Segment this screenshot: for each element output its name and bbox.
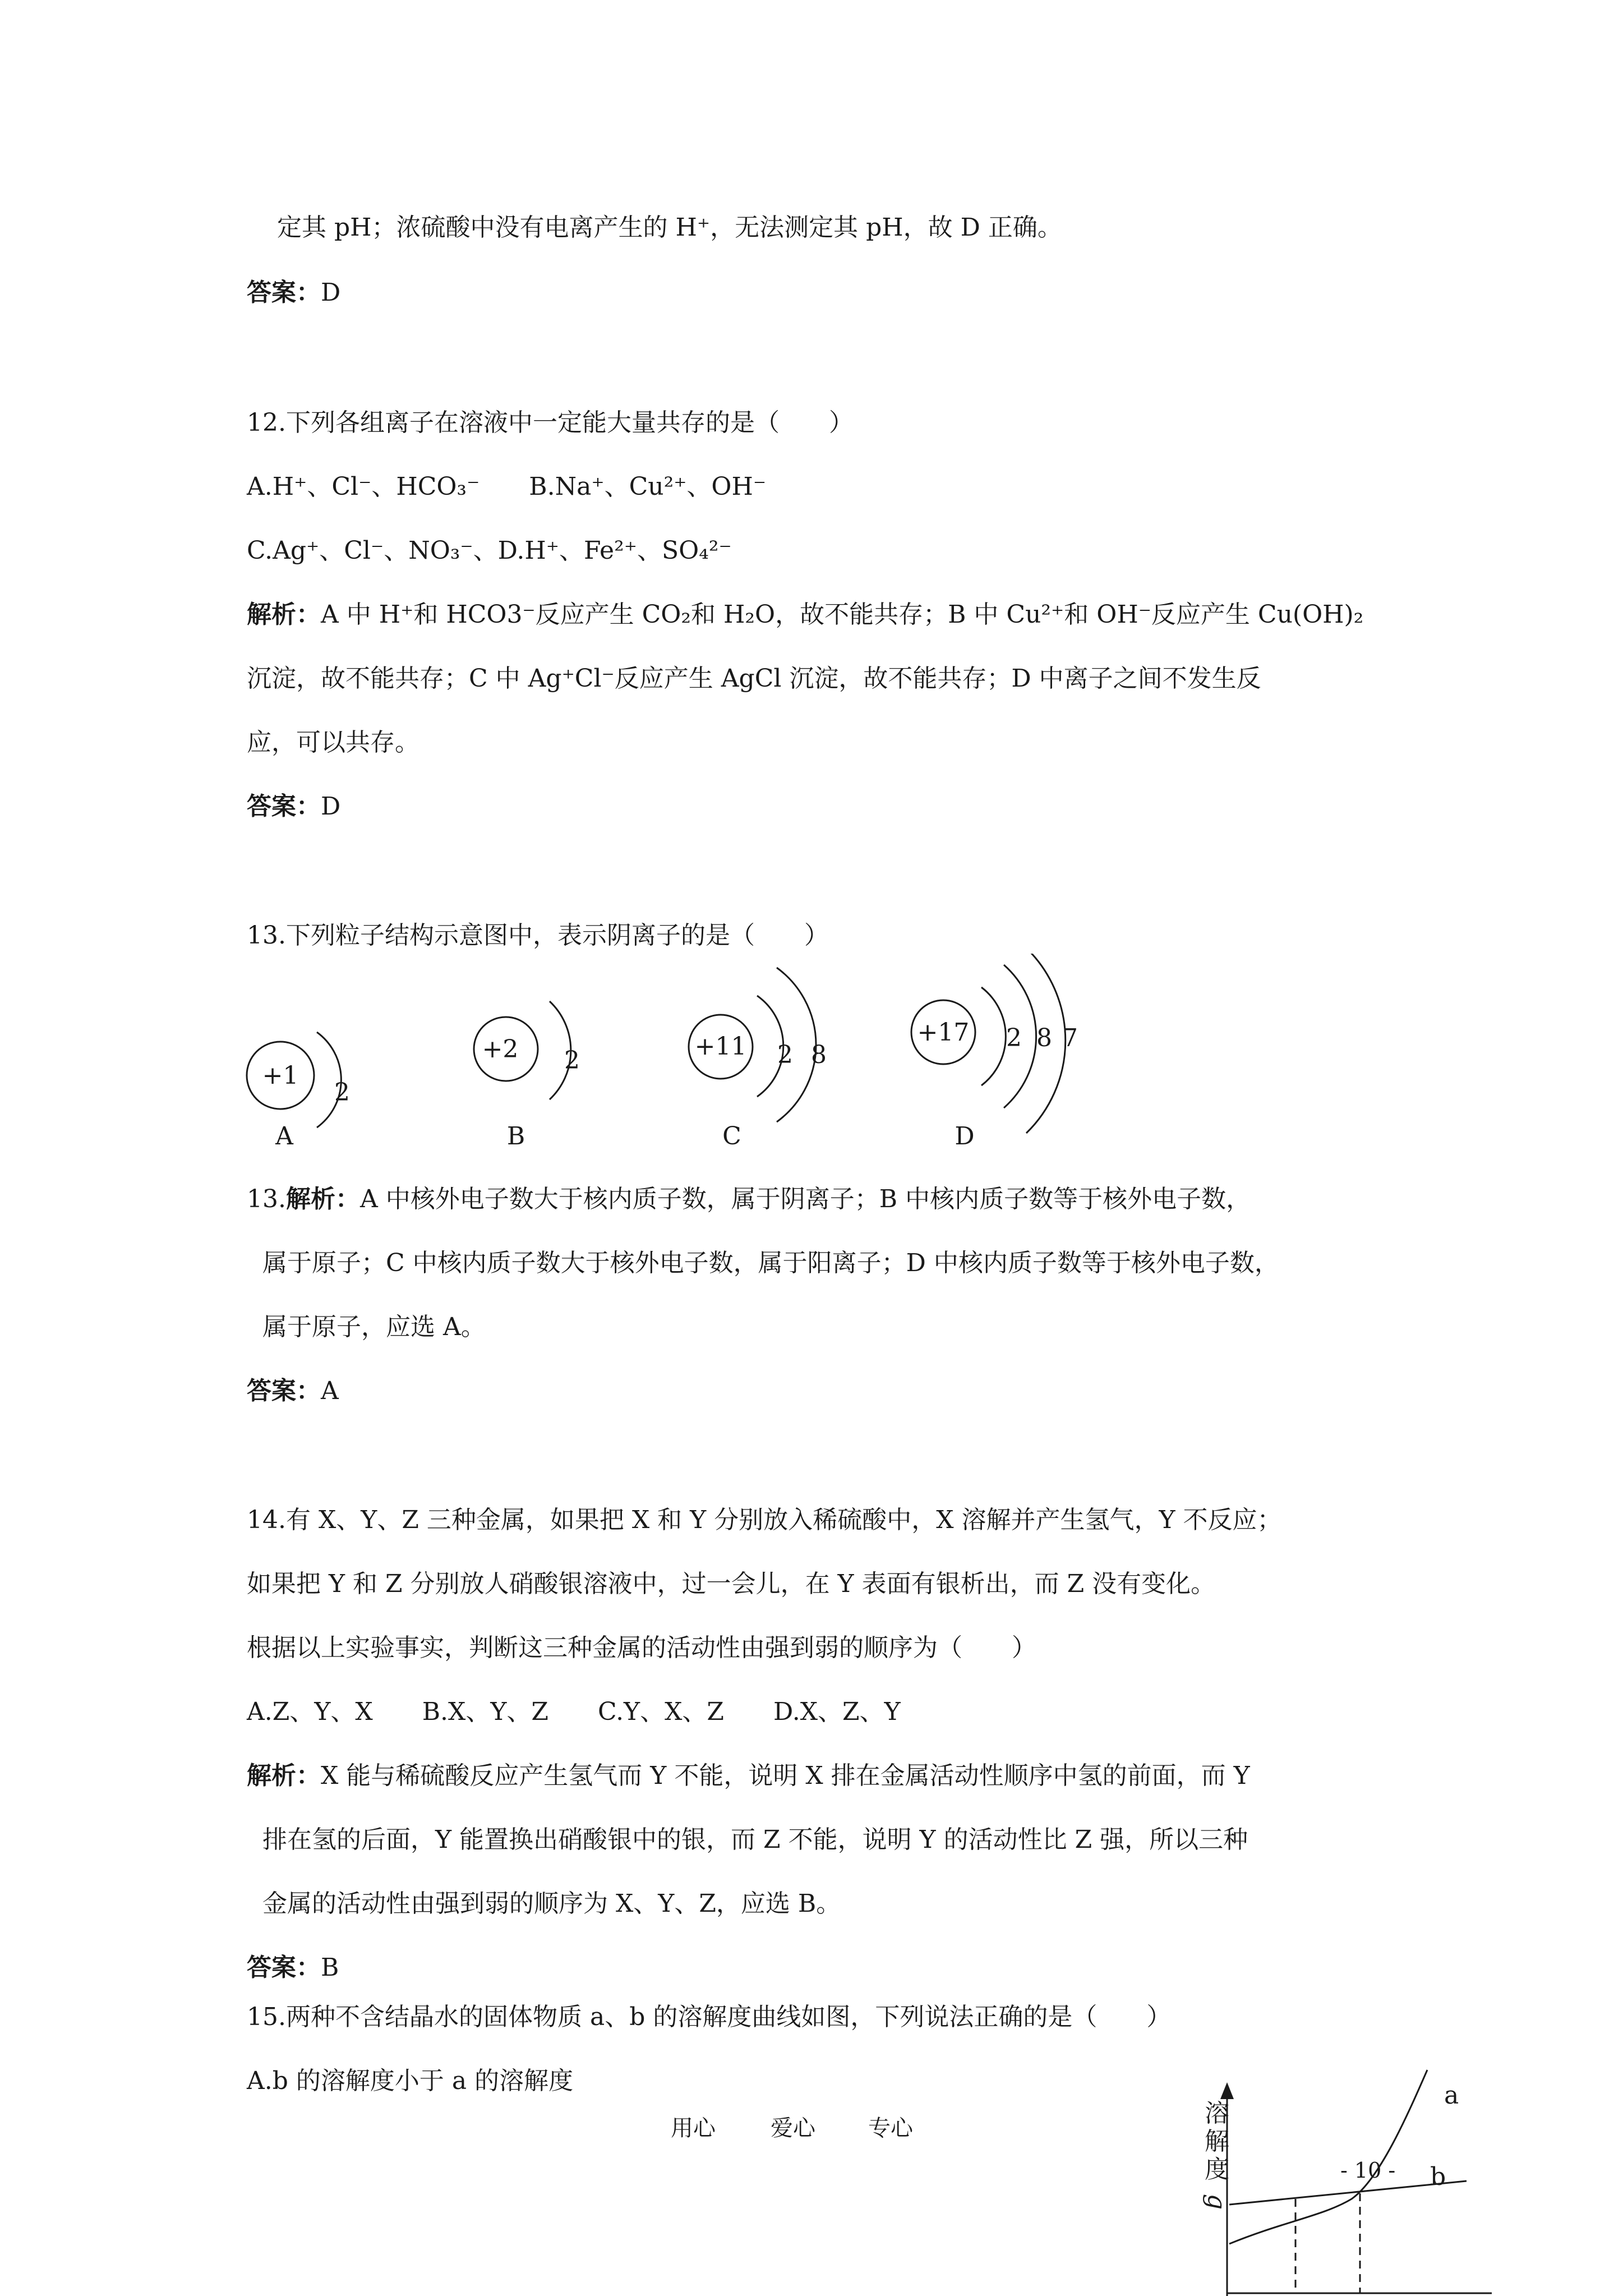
explanation-label: 解析：: [247, 600, 321, 629]
atom-letter-b: B: [506, 1122, 525, 1151]
explanation-text: X 能与稀硫酸反应产生氢气而 Y 不能，说明 X 排在金属活动性顺序中氢的前面，而 Y: [321, 1761, 1250, 1790]
shell-electrons-c2: 8: [811, 1041, 827, 1069]
footer-word-3: 专心: [868, 2115, 913, 2141]
electron-shell-d1: [981, 987, 1006, 1085]
question-14-explanation-3: 金属的活动性由强到弱的顺序为 X、Y、Z，应选 B。: [262, 1889, 841, 1918]
answer-label: 答案：: [247, 792, 321, 821]
intersection-label: - 10 -: [1340, 2158, 1396, 2183]
shell-electrons-d2: 8: [1036, 1024, 1052, 1052]
answer-label: 答案：: [247, 1953, 321, 1982]
answer-value: A: [321, 1377, 339, 1405]
question-14-line-3: 根据以上实验事实，判断这三种金属的活动性由强到弱的顺序为（ ）: [247, 1634, 1036, 1662]
question-13: 13.下列粒子结构示意图中，表示阴离子的是（ ）: [247, 921, 829, 950]
answer-14: [247, 1952, 339, 1984]
atom-letter-d: D: [955, 1122, 975, 1151]
answer-11: [247, 277, 340, 309]
nucleus-charge-c: +11: [694, 1032, 747, 1061]
question-12-explanation-3: 应，可以共存。: [247, 728, 419, 757]
answer-value: B: [321, 1953, 339, 1982]
y-label-char-1: 溶: [1205, 2099, 1229, 2128]
question-14-line-2: 如果把 Y 和 Z 分别放人硝酸银溶液中，过一会儿，在 Y 表面有银析出，而 Z 没有变化。: [247, 1570, 1216, 1598]
curve-b-label: b: [1430, 2162, 1446, 2191]
text-line: 定其 pH；浓硫酸中没有电离产生的 H⁺，无法测定其 pH，故 D 正确。: [277, 213, 1062, 242]
y-axis-arrow: [1220, 2082, 1234, 2099]
curve-a: [1229, 2070, 1427, 2244]
question-14-options: A.Z、Y、X B.X、Y、Z C.Y、X、Z D.X、Z、Y: [247, 1697, 901, 1726]
shell-electrons-b1: 2: [564, 1046, 580, 1075]
atom-structure-diagrams: [224, 954, 1122, 1156]
y-label-char-3: 度: [1205, 2155, 1229, 2184]
question-13-explanation-2: 属于原子；C 中核内质子数大于核外电子数，属于阳离子；D 中核内质子数等于核外电子数，: [262, 1249, 1279, 1277]
question-12-explanation-2: 沉淀，故不能共存；C 中 Ag⁺Cl⁻反应产生 AgCl 沉淀，故不能共存；D 中离子之间不发生反: [247, 664, 1261, 693]
solubility-graph: [1178, 2053, 1492, 2296]
answer-value: D: [321, 278, 341, 307]
question-12: 12.下列各组离子在溶液中一定能大量共存的是（ ）: [247, 408, 854, 437]
answer-12: [247, 791, 340, 822]
curve-a-label: a: [1444, 2081, 1459, 2110]
footer-word-2: 爱心: [771, 2115, 815, 2141]
explanation-text: A 中核外电子数大于核内质子数，属于阴离子；B 中核内质子数等于核外电子数，: [359, 1185, 1251, 1213]
answer-13: [247, 1375, 339, 1407]
question-14-line-1: 14.有 X、Y、Z 三种金属，如果把 X 和 Y 分别放入稀硫酸中，X 溶解并产生氢气，Y 不反应；: [247, 1506, 1282, 1534]
atom-letter-c: C: [722, 1122, 741, 1151]
shell-electrons-d1: 2: [1006, 1024, 1022, 1052]
shell-electrons-a1: 2: [334, 1078, 350, 1107]
question-15: 15.两种不含结晶水的固体物质 a、b 的溶解度曲线如图，下列说法正确的是（ ）: [247, 2003, 1172, 2031]
answer-label: 答案：: [247, 278, 321, 307]
nucleus-charge-d: +17: [917, 1018, 970, 1047]
explanation-label: 解析：: [247, 1761, 321, 1790]
question-14-explanation-1: [247, 1760, 1250, 1792]
footer-word-1: 用心: [671, 2115, 716, 2141]
atom-letter-a: A: [275, 1122, 293, 1151]
explanation-text: A 中 H⁺和 HCO3⁻反应产生 CO₂和 H₂O，故不能共存；B 中 Cu²⁺和 OH⁻反应产生 Cu(OH)₂: [321, 600, 1364, 629]
question-12-options-ab: A.H⁺、Cl⁻、HCO₃⁻ B.Na⁺、Cu²⁺、OH⁻: [247, 472, 767, 501]
question-13-explanation-3: 属于原子，应选 A。: [262, 1313, 486, 1341]
y-label-unit: g: [1202, 2193, 1231, 2210]
question-15-option-a: A.b 的溶解度小于 a 的溶解度: [247, 2067, 574, 2095]
question-12-options-cd: C.Ag⁺、Cl⁻、NO₃⁻、D.H⁺、Fe²⁺、SO₄²⁻: [247, 536, 732, 565]
shell-electrons-d3: 7: [1062, 1024, 1078, 1052]
question-13-explanation-1: [247, 1184, 1251, 1215]
answer-label: 答案：: [247, 1377, 321, 1405]
nucleus-charge-a: +1: [262, 1061, 299, 1090]
answer-value: D: [321, 792, 341, 821]
explanation-label: 解析：: [285, 1185, 360, 1213]
question-14-explanation-2: 排在氢的后面，Y 能置换出硝酸银中的银，而 Z 不能，说明 Y 的活动性比 Z 强，所以三种: [262, 1825, 1248, 1854]
shell-electrons-c1: 2: [777, 1041, 793, 1069]
nucleus-charge-b: +2: [482, 1035, 519, 1064]
y-label-char-2: 解: [1205, 2127, 1229, 2156]
explanation-number: 13.: [247, 1185, 286, 1213]
question-12-explanation-1: [247, 599, 1363, 631]
